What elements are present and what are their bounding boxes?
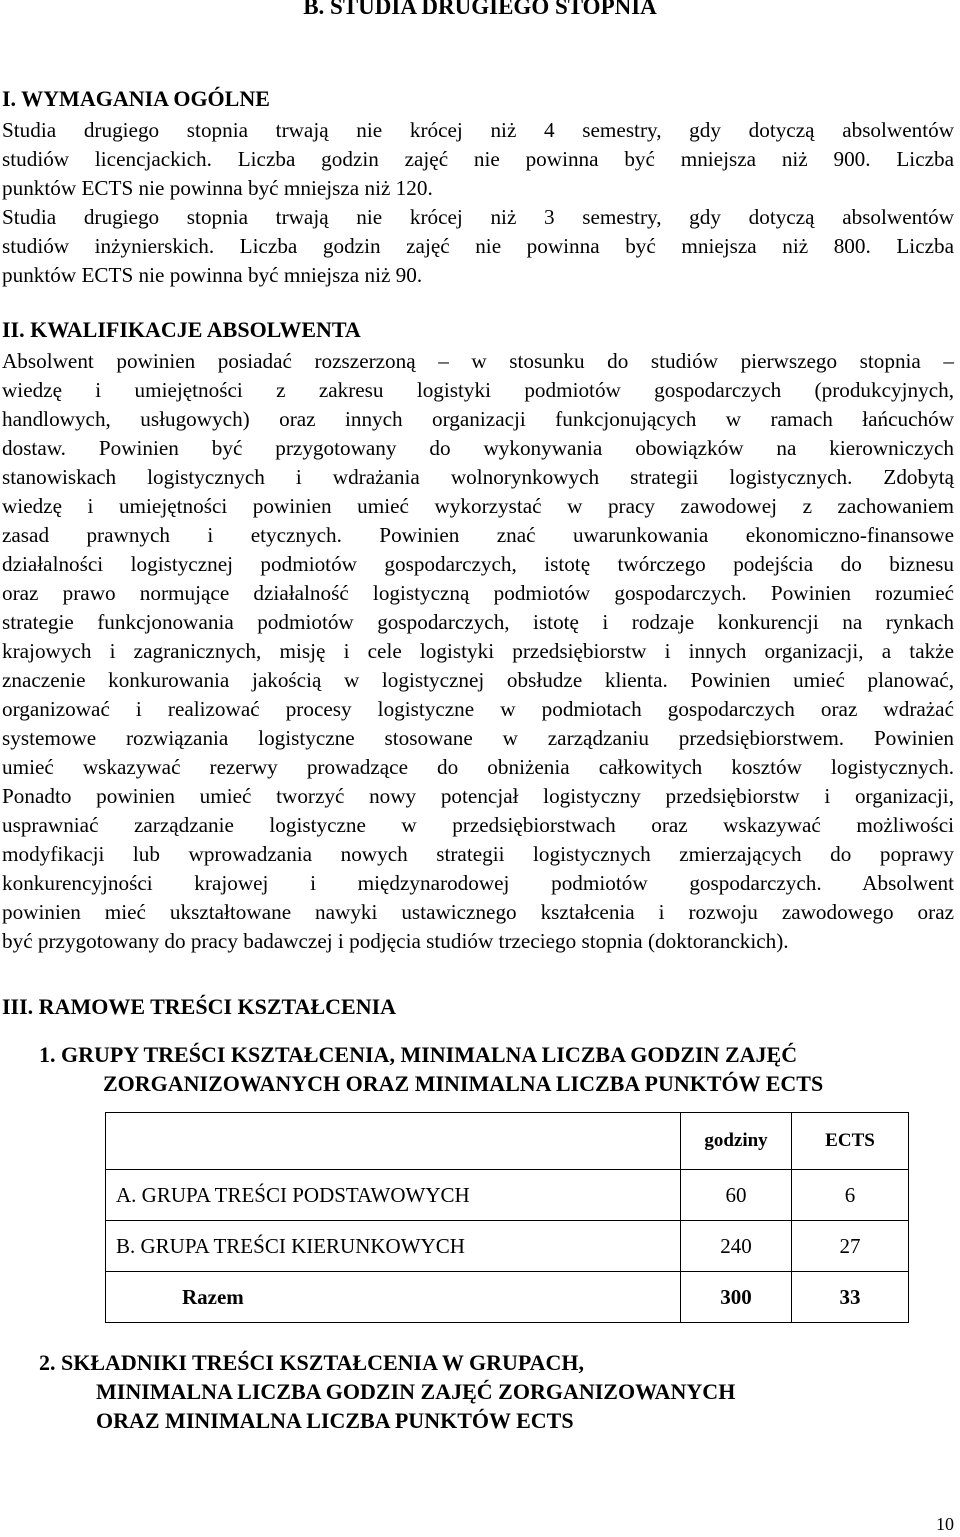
text-line: oraz prawo normujące działalność logistyczną podmiotów gospodarczych. Powinien rozumieć [2, 581, 954, 605]
section-2-body [2, 347, 954, 956]
text-line: wiedzę i umiejętności powinien umieć wykorzystać w pracy zawodowej z zachowaniem [2, 494, 954, 518]
page-number: 10 [936, 1514, 954, 1534]
text-line: handlowych, usługowych) oraz innych organizacji funkcjonujących w ramach łańcuchów [2, 407, 954, 431]
text-line: studiów licencjackich. Liczba godzin zajęć nie powinna być mniejsza niż 900. Liczba [2, 147, 954, 171]
text-line: umieć wskazywać rezerwy prowadzące do obniżenia całkowitych kosztów logistycznych. [2, 755, 954, 779]
total-ects: 33 [792, 1272, 909, 1323]
table-header-row [106, 1113, 909, 1170]
subsection-2-line-1: 2. SKŁADNIKI TREŚCI KSZTAŁCENIA W GRUPACH, [39, 1350, 585, 1375]
text-line: Studia drugiego stopnia trwają nie krócej niż 3 semestry, gdy dotyczą absolwentów [2, 205, 954, 229]
text-line: punktów ECTS nie powinna być mniejsza niż 120. [2, 176, 433, 200]
section-3-heading: III. RAMOWE TREŚCI KSZTAŁCENIA [2, 994, 397, 1019]
text-line: Ponadto powinien umieć tworzyć nowy potencjał logistyczny przedsiębiorstw i organizacji, [2, 784, 954, 808]
row-hours: 240 [681, 1221, 792, 1272]
text-line: być przygotowany do pracy badawczej i podjęcia studiów trzeciego stopnia (doktoranckich). [2, 929, 789, 953]
text-line: wiedzę i umiejętności z zakresu logistyki podmiotów gospodarczych (produkcyjnych, [2, 378, 954, 402]
text-line: studiów inżynierskich. Liczba godzin zajęć nie powinna być mniejsza niż 800. Liczba [2, 234, 954, 258]
text-line: usprawniać zarządzanie logistyczne w przedsiębiorstwach oraz wskazywać możliwości [2, 813, 954, 837]
section-1-body [2, 116, 954, 290]
table-row [106, 1221, 909, 1272]
row-ects: 27 [792, 1221, 909, 1272]
subsection-1-line-1: 1. GRUPY TREŚCI KSZTAŁCENIA, MINIMALNA LICZBA GODZIN ZAJĘĆ [39, 1042, 798, 1067]
subsection-2-line-3: ORAZ MINIMALNA LICZBA PUNKTÓW ECTS [96, 1408, 574, 1433]
text-line: znaczenie konkurowania jakością w logistycznej obsłudze klienta. Powinien umieć planować, [2, 668, 954, 692]
section-2-heading: II. KWALIFIKACJE ABSOLWENTA [2, 317, 361, 342]
text-line: Absolwent powinien posiadać rozszerzoną – w stosunku do studiów pierwszego stopnia – [2, 349, 954, 373]
table-header-hours: godziny [681, 1113, 792, 1170]
text-line: Studia drugiego stopnia trwają nie krócej niż 4 semestry, gdy dotyczą absolwentów [2, 118, 954, 142]
text-line: krajowych i zagranicznych, misję i cele logistyki przedsiębiorstw i innych organizacji, a także [2, 639, 954, 663]
subsection-1-line-2: ZORGANIZOWANYCH ORAZ MINIMALNA LICZBA PUNKTÓW ECTS [103, 1071, 824, 1096]
row-ects: 6 [792, 1170, 909, 1221]
text-line: strategie funkcjonowania podmiotów gospodarczych, istotę i rodzaje konkurencji na rynkach [2, 610, 954, 634]
text-line: organizować i realizować procesy logistyczne w podmiotach gospodarczych oraz wdrażać [2, 697, 954, 721]
text-line: stanowiskach logistycznych i wdrażania wolnorynkowych strategii logistycznych. Zdobytą [2, 465, 954, 489]
text-line: zasad prawnych i etycznych. Powinien znać uwarunkowania ekonomiczno-finansowe [2, 523, 954, 547]
text-line: działalności logistycznej podmiotów gospodarczych, istotę twórczego podejścia do biznesu [2, 552, 954, 576]
total-label: Razem [106, 1272, 681, 1323]
table-header-ects: ECTS [792, 1113, 909, 1170]
row-label: A. GRUPA TREŚCI PODSTAWOWYCH [106, 1170, 681, 1221]
text-line: dostaw. Powinien być przygotowany do wykonywania obowiązków na kierowniczych [2, 436, 954, 460]
row-hours: 60 [681, 1170, 792, 1221]
text-line: systemowe rozwiązania logistyczne stosowane w zarządzaniu przedsiębiorstwem. Powinien [2, 726, 954, 750]
text-line: modyfikacji lub wprowadzania nowych strategii logistycznych zmierzających do poprawy [2, 842, 954, 866]
table-row [106, 1170, 909, 1221]
table-total-row [106, 1272, 909, 1323]
row-label: B. GRUPA TREŚCI KIERUNKOWYCH [106, 1221, 681, 1272]
subsection-2-line-2: MINIMALNA LICZBA GODZIN ZAJĘĆ ZORGANIZOWANYCH [96, 1379, 736, 1404]
text-line: punktów ECTS nie powinna być mniejsza niż 90. [2, 263, 423, 287]
table-header-empty [106, 1113, 681, 1170]
section-1-heading: I. WYMAGANIA OGÓLNE [2, 86, 270, 111]
total-hours: 300 [681, 1272, 792, 1323]
text-line: konkurencyjności krajowej i międzynarodowej podmiotów gospodarczych. Absolwent [2, 871, 954, 895]
text-line: powinien mieć ukształtowane nawyki ustawicznego kształcenia i rozwoju zawodowego oraz [2, 900, 954, 924]
ects-table [105, 1112, 909, 1323]
document-title: B. STUDIA DRUGIEGO STOPNIA [303, 0, 657, 19]
